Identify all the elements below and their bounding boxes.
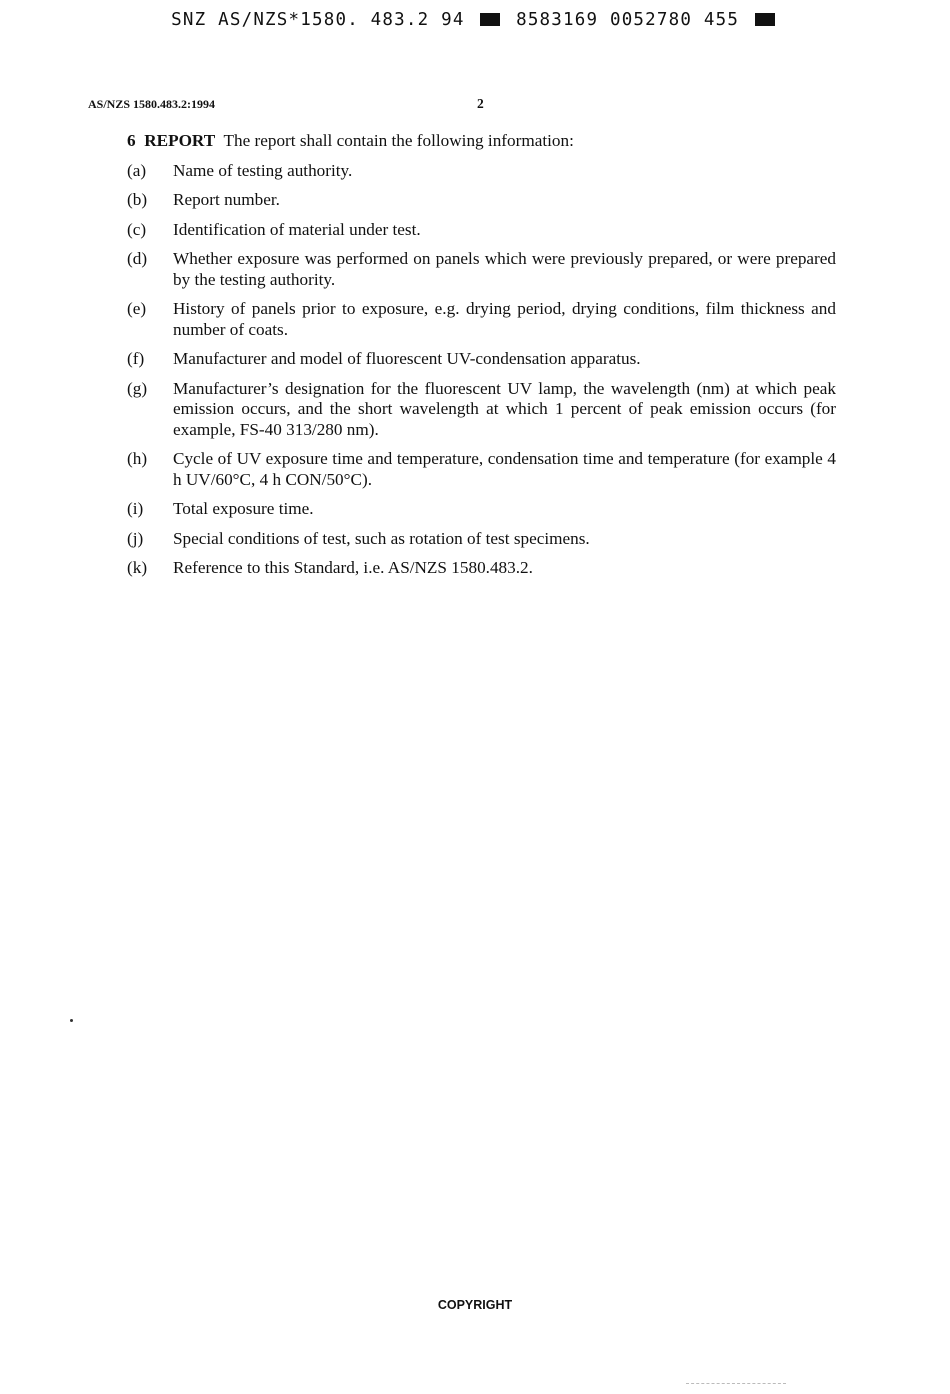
- item-text: Reference to this Standard, i.e. AS/NZS 1580.483.2.: [173, 558, 533, 577]
- list-item: [127, 558, 836, 579]
- item-label: (j): [127, 528, 144, 548]
- list-item: [127, 190, 836, 211]
- item-text: Name of testing authority.: [173, 160, 353, 180]
- item-text: Identification of material under test.: [173, 219, 421, 239]
- scan-speck: [70, 1019, 73, 1022]
- list-item: [127, 249, 836, 290]
- running-head: AS/NZS 1580.483.2:1994: [88, 97, 216, 111]
- item-text: Total exposure time.: [173, 499, 314, 518]
- section-intro: The report shall contain the following information:: [223, 131, 574, 150]
- scan-header-middle: 8583169 0052780 455: [516, 10, 740, 30]
- item-label: (d): [127, 249, 148, 268]
- page-number: 2: [477, 96, 484, 111]
- section-heading: [127, 131, 836, 152]
- list-item: [127, 499, 836, 520]
- item-label: (k): [127, 558, 148, 577]
- item-text: History of panels prior to exposure, e.g. drying period, drying conditions, film thickness and number of coats.: [173, 299, 836, 339]
- item-text: Manufacturer’s designation for the fluorescent UV lamp, the wavelength (nm) at which peak emission occurs, and the short wavelength at which 1 percent of peak emission occurs (for example, FS-40 313/280 nm).: [173, 378, 836, 439]
- list-item: [127, 299, 836, 340]
- item-label: (a): [127, 160, 147, 180]
- list-item: [127, 379, 836, 441]
- item-text: Manufacturer and model of fluorescent UV-condensation apparatus.: [173, 349, 641, 368]
- scan-header: [0, 10, 950, 30]
- copyright-footer: COPYRIGHT: [437, 1298, 513, 1312]
- list-item: [127, 161, 836, 182]
- item-label: (f): [127, 349, 145, 368]
- scan-block-mark: [480, 13, 500, 26]
- item-label: (b): [127, 190, 148, 209]
- scan-artifact: [686, 1383, 786, 1386]
- scan-block-mark: [755, 13, 775, 26]
- scan-header-left: SNZ AS/NZS*1580. 483.2 94: [171, 10, 465, 30]
- item-label: (i): [127, 499, 144, 518]
- list-item: [127, 220, 836, 241]
- item-text: Whether exposure was performed on panels which were previously prepared, or were prepared by the testing authority.: [173, 249, 836, 289]
- section-title: REPORT: [144, 131, 216, 150]
- item-text: Report number.: [173, 190, 280, 209]
- item-label: (e): [127, 299, 147, 318]
- item-label: (g): [127, 378, 148, 398]
- item-label: (h): [127, 449, 148, 468]
- list-item: [127, 529, 836, 550]
- item-text: Cycle of UV exposure time and temperature, condensation time and temperature (for example 4 h UV/60°C, 4 h CON/50°C).: [173, 449, 836, 489]
- list-item: [127, 449, 836, 490]
- item-text: Special conditions of test, such as rotation of test specimens.: [173, 528, 590, 548]
- document-body: [127, 131, 836, 588]
- item-label: (c): [127, 219, 147, 239]
- section-number: 6: [127, 131, 136, 150]
- list-item: [127, 349, 836, 370]
